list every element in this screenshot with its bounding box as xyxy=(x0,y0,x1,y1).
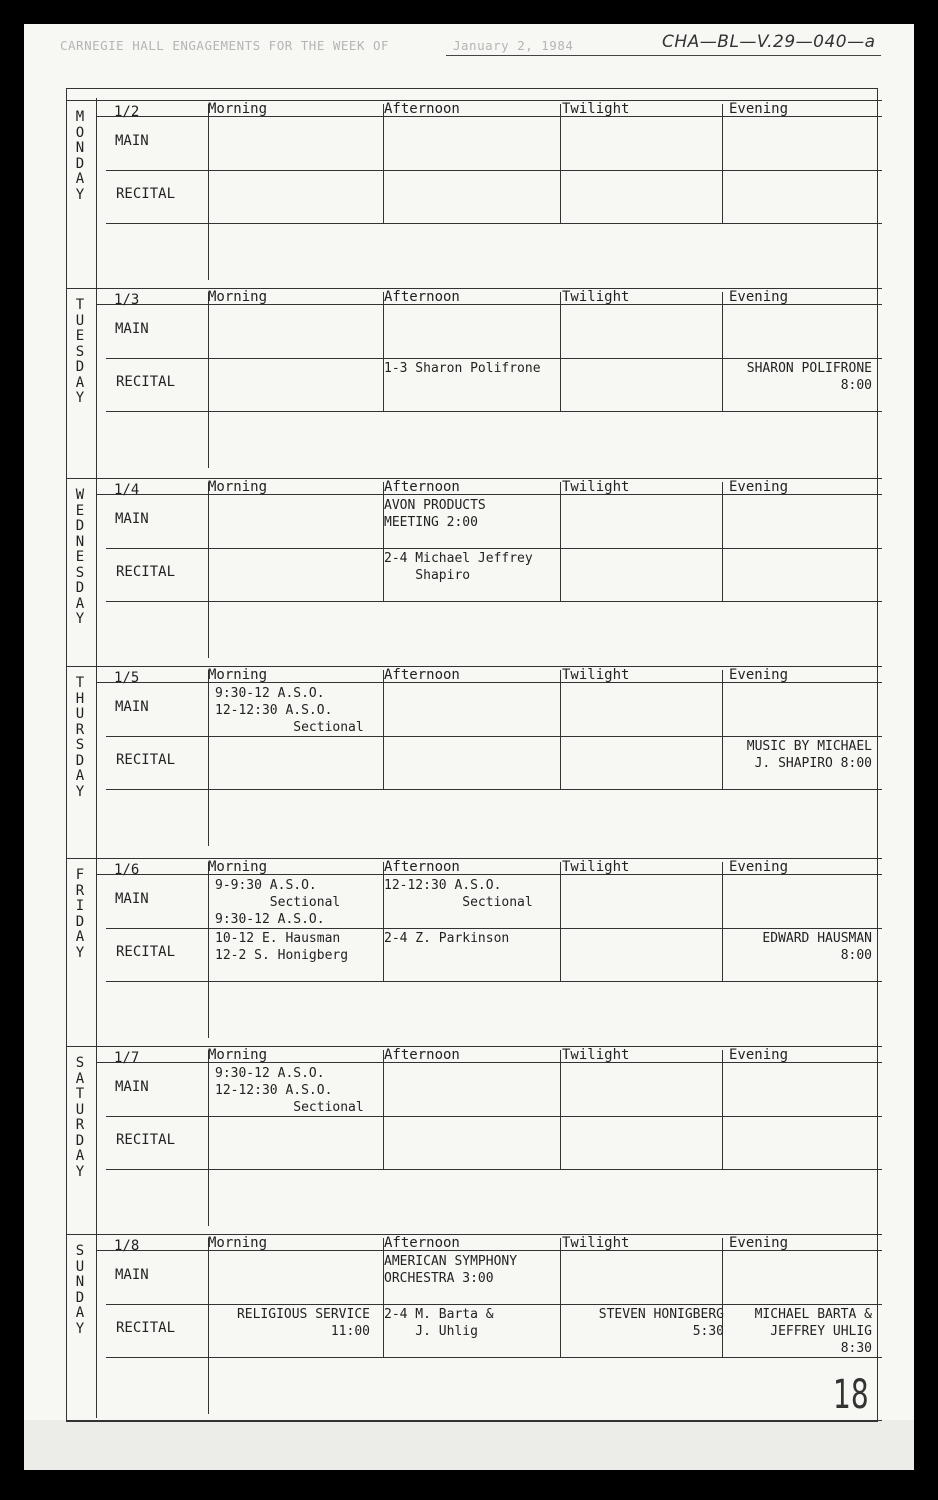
day-name-sunday: S U N D A Y xyxy=(75,1243,85,1337)
cell-recital-afternoon: 2-4 Z. Parkinson xyxy=(384,931,510,946)
column-header-twilight: Twilight xyxy=(562,101,630,117)
cell-recital-afternoon: 2-4 M. Barta & J. Uhlig xyxy=(384,1307,494,1339)
column-header-evening: Evening xyxy=(729,101,789,117)
week-of-date: January 2, 1984 xyxy=(453,38,574,53)
label-divider xyxy=(208,482,209,658)
afternoon-divider xyxy=(383,104,384,224)
cell-main-afternoon: 12-12:30 A.S.O. Sectional xyxy=(384,878,533,910)
day-name-thursday: T H U R S D A Y xyxy=(75,675,85,800)
column-header-twilight: Twilight xyxy=(562,479,630,495)
column-header-evening: Evening xyxy=(729,479,789,495)
label-divider xyxy=(208,670,209,846)
column-header-morning: Morning xyxy=(208,667,268,683)
row-label-main: MAIN xyxy=(115,1267,149,1283)
evening-divider xyxy=(722,670,723,790)
column-header-morning: Morning xyxy=(208,1047,268,1063)
column-header-evening: Evening xyxy=(729,1047,789,1063)
evening-divider xyxy=(722,104,723,224)
schedule-bottom-rule xyxy=(66,1420,882,1421)
day-date: 1/4 xyxy=(114,482,140,498)
column-header-evening: Evening xyxy=(729,859,789,875)
afternoon-divider xyxy=(383,1050,384,1170)
row-label-recital: RECITAL xyxy=(116,374,176,390)
row-label-main: MAIN xyxy=(115,1079,149,1095)
cell-recital-afternoon: 2-4 Michael Jeffrey Shapiro xyxy=(384,551,533,583)
recital-row-rule xyxy=(106,981,882,982)
evening-divider xyxy=(722,1238,723,1358)
cell-recital-evening: EDWARD HAUSMAN 8:00 xyxy=(762,931,872,963)
cell-main-afternoon: AMERICAN SYMPHONY ORCHESTRA 3:00 xyxy=(384,1254,518,1286)
page-number: 18 xyxy=(833,1372,869,1418)
label-divider xyxy=(208,862,209,1038)
twilight-divider xyxy=(560,1238,561,1358)
cell-main-morning: 9:30-12 A.S.O. 12-12:30 A.S.O. Sectional xyxy=(215,686,364,735)
cell-main-morning: 9:30-12 A.S.O. 12-12:30 A.S.O. Sectional xyxy=(215,1066,364,1115)
cell-recital-morning: 10-12 E. Hausman 12-2 S. Honigberg xyxy=(215,931,349,963)
column-header-evening: Evening xyxy=(729,667,789,683)
column-header-morning: Morning xyxy=(208,1235,268,1251)
main-row-rule xyxy=(106,358,882,359)
evening-divider xyxy=(722,292,723,412)
day-name-monday: M O N D A Y xyxy=(75,109,85,203)
twilight-divider xyxy=(560,104,561,224)
recital-row-rule xyxy=(106,601,882,602)
row-label-main: MAIN xyxy=(115,699,149,715)
row-label-recital: RECITAL xyxy=(116,186,176,202)
row-label-main: MAIN xyxy=(115,133,149,149)
document-title: CARNEGIE HALL ENGAGEMENTS FOR THE WEEK OF xyxy=(60,38,390,53)
page-edge xyxy=(24,1420,914,1470)
cell-recital-afternoon: 1-3 Sharon Polifrone xyxy=(384,361,541,376)
main-row-rule xyxy=(106,1304,882,1305)
column-header-afternoon: Afternoon xyxy=(384,1047,460,1063)
column-header-evening: Evening xyxy=(729,289,789,305)
column-header-afternoon: Afternoon xyxy=(384,1235,460,1251)
recital-row-rule xyxy=(106,223,882,224)
main-row-rule xyxy=(106,1116,882,1117)
column-header-afternoon: Afternoon xyxy=(384,859,460,875)
column-header-twilight: Twilight xyxy=(562,859,630,875)
day-name-wednesday: W E D N E S D A Y xyxy=(75,487,85,627)
main-row-rule xyxy=(106,170,882,171)
column-header-morning: Morning xyxy=(208,859,268,875)
day-date: 1/5 xyxy=(114,670,140,686)
day-name-saturday: S A T U R D A Y xyxy=(75,1055,85,1180)
recital-row-rule xyxy=(106,1169,882,1170)
label-divider xyxy=(208,104,209,280)
day-name-tuesday: T U E S D A Y xyxy=(75,297,85,406)
main-row-rule xyxy=(106,928,882,929)
row-label-recital: RECITAL xyxy=(116,1320,176,1336)
column-header-afternoon: Afternoon xyxy=(384,667,460,683)
evening-divider xyxy=(722,862,723,982)
label-divider xyxy=(208,1050,209,1226)
cell-main-morning: 9-9:30 A.S.O. Sectional 9:30-12 A.S.O. xyxy=(215,878,341,927)
row-label-main: MAIN xyxy=(115,511,149,527)
column-header-morning: Morning xyxy=(208,101,268,117)
day-date: 1/8 xyxy=(114,1238,140,1254)
recital-row-rule xyxy=(106,1357,882,1358)
row-label-main: MAIN xyxy=(115,321,149,337)
recital-row-rule xyxy=(106,789,882,790)
cell-recital-twilight: STEVEN HONIGBERG 5:30 xyxy=(598,1307,724,1339)
column-header-twilight: Twilight xyxy=(562,1047,630,1063)
row-label-recital: RECITAL xyxy=(116,1132,176,1148)
date-column-divider xyxy=(96,98,97,1418)
cell-recital-evening: SHARON POLIFRONE 8:00 xyxy=(746,361,872,393)
catalog-number: CHA—BL—V.29—040—a xyxy=(662,32,876,52)
evening-divider xyxy=(722,1050,723,1170)
day-date: 1/3 xyxy=(114,292,140,308)
day-date: 1/2 xyxy=(114,104,140,120)
column-header-twilight: Twilight xyxy=(562,667,630,683)
twilight-divider xyxy=(560,292,561,412)
twilight-divider xyxy=(560,670,561,790)
day-date: 1/7 xyxy=(114,1050,140,1066)
column-header-twilight: Twilight xyxy=(562,289,630,305)
day-name-friday: F R I D A Y xyxy=(75,867,85,961)
main-row-rule xyxy=(106,548,882,549)
column-header-afternoon: Afternoon xyxy=(384,479,460,495)
cell-main-afternoon: AVON PRODUCTS MEETING 2:00 xyxy=(384,498,486,530)
column-header-afternoon: Afternoon xyxy=(384,101,460,117)
label-divider xyxy=(208,1238,209,1414)
day-date: 1/6 xyxy=(114,862,140,878)
main-row-rule xyxy=(106,736,882,737)
twilight-divider xyxy=(560,862,561,982)
column-header-twilight: Twilight xyxy=(562,1235,630,1251)
column-header-evening: Evening xyxy=(729,1235,789,1251)
column-header-morning: Morning xyxy=(208,479,268,495)
cell-recital-evening: MUSIC BY MICHAEL J. SHAPIRO 8:00 xyxy=(746,739,872,771)
cell-recital-evening: MICHAEL BARTA & JEFFREY UHLIG 8:30 xyxy=(754,1307,872,1356)
row-label-recital: RECITAL xyxy=(116,944,176,960)
afternoon-divider xyxy=(383,292,384,412)
recital-row-rule xyxy=(106,411,882,412)
column-header-morning: Morning xyxy=(208,289,268,305)
row-label-recital: RECITAL xyxy=(116,564,176,580)
row-label-recital: RECITAL xyxy=(116,752,176,768)
cell-recital-morning: RELIGIOUS SERVICE 11:00 xyxy=(236,1307,370,1339)
column-header-afternoon: Afternoon xyxy=(384,289,460,305)
afternoon-divider xyxy=(383,670,384,790)
label-divider xyxy=(208,292,209,468)
twilight-divider xyxy=(560,1050,561,1170)
row-label-main: MAIN xyxy=(115,891,149,907)
evening-divider xyxy=(722,482,723,602)
header-underline xyxy=(446,55,881,56)
twilight-divider xyxy=(560,482,561,602)
